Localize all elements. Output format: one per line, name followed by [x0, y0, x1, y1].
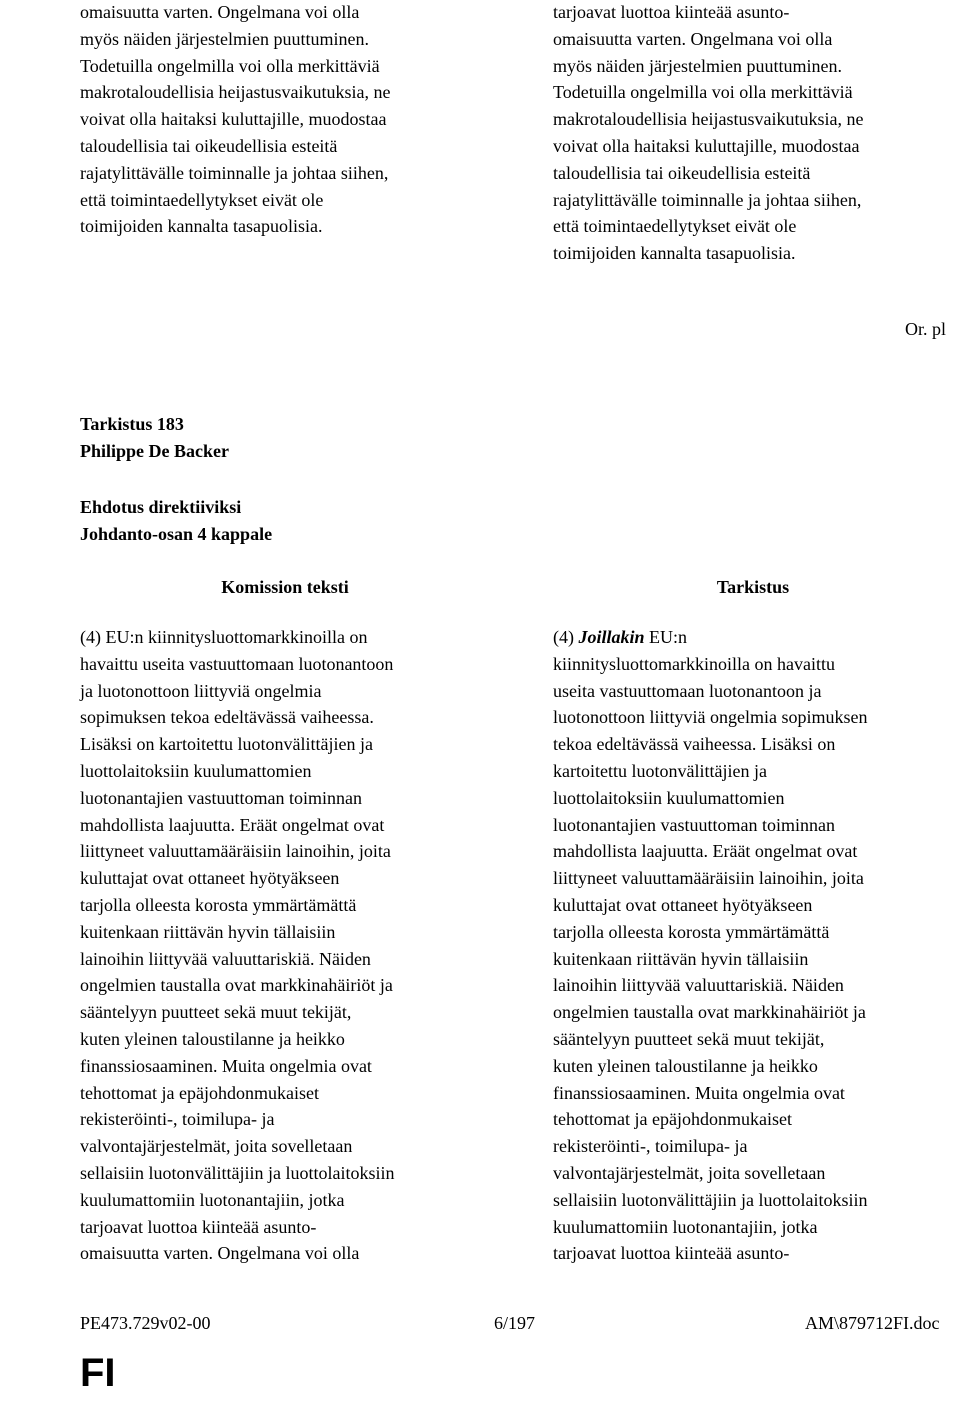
text-line: tehottomat ja epäjohdonmukaiset: [80, 1082, 319, 1103]
footer-doc-ref: PE473.729v02-00: [80, 1313, 211, 1333]
proposal-type: Ehdotus direktiiviksi: [80, 497, 242, 517]
text-line: lainoihin liittyvää valuuttariskiä. Näiden: [553, 975, 844, 996]
text-line: sääntelyyn puutteet sekä muut tekijät,: [80, 1002, 352, 1023]
text-line: sellaisiin luotonvälittäjiin ja luottolaitoksiin: [80, 1162, 395, 1183]
column-title-amendment: Tarkistus: [716, 577, 790, 597]
text-line: kuten yleinen taloustilanne ja heikko: [553, 1055, 818, 1076]
text-line: luotonantajien vastuuttoman toiminnan: [553, 814, 835, 835]
text-line: kuulumattomiin luotonantajiin, jotka: [553, 1216, 818, 1237]
top-right-text: [553, 0, 863, 267]
text-line: kuitenkaan riittävän hyvin tällaisiin: [553, 948, 809, 969]
text-line: toimijoiden kannalta tasapuolisia.: [80, 216, 323, 237]
text-line: voivat olla haitaksi kuluttajille, muodostaa: [553, 135, 860, 156]
text-line: taloudellisia tai oikeudellisia esteitä: [80, 135, 338, 156]
text-line: ja luotonottoon liittyviä ongelmia: [80, 680, 322, 701]
text-line: rajatylittävälle toiminnalle ja johtaa siihen,: [553, 189, 862, 210]
amendment-number: Tarkistus 183: [80, 414, 184, 434]
footer-language-code: FI: [80, 1351, 116, 1395]
text-line: valvontajärjestelmät, joita sovelletaan: [80, 1136, 353, 1157]
amendment-proposal: [80, 494, 272, 548]
text-line: tehottomat ja epäjohdonmukaiset: [553, 1109, 792, 1130]
text-line: tarjoavat luottoa kiinteää asunto-: [553, 2, 790, 22]
text-line: omaisuutta varten. Ongelmana voi olla: [80, 2, 360, 22]
text-line: sopimuksen tekoa edeltävässä vaiheessa.: [80, 707, 374, 728]
text-line: mahdollista laajuutta. Eräät ongelmat ovat: [553, 841, 858, 862]
text-line: kiinnitysluottomarkkinoilla on havaittu: [553, 653, 835, 674]
text-line: Lisäksi on kartoitettu luotonvälittäjien ja: [80, 734, 373, 755]
text-line: lainoihin liittyvää valuuttariskiä. Näiden: [80, 948, 371, 969]
text-line: rajatylittävälle toiminnalle ja johtaa siihen,: [80, 162, 389, 183]
text-line: sellaisiin luotonvälittäjiin ja luottolaitoksiin: [553, 1189, 868, 1210]
text-line: taloudellisia tai oikeudellisia esteitä: [553, 162, 811, 183]
text-line: kartoitettu luotonvälittäjien ja: [553, 760, 767, 781]
text-line: tarjolla olleesta korosta ymmärtämättä: [553, 921, 830, 942]
text-line: tekoa edeltävässä vaiheessa. Lisäksi on: [553, 734, 836, 755]
text-line: luotonantajien vastuuttoman toiminnan: [80, 787, 362, 808]
footer-page-number: 6/197: [494, 1313, 536, 1333]
text-line: omaisuutta varten. Ongelmana voi olla: [80, 1243, 360, 1264]
text-line: luottolaitoksiin kuulumattomien: [80, 760, 312, 781]
amendment-first-prefix: (4): [553, 627, 579, 647]
original-language-label: Or. pl: [905, 319, 947, 339]
text-line: rekisteröinti-, toimilupa- ja: [553, 1136, 748, 1157]
text-line: myös näiden järjestelmien puuttuminen.: [553, 55, 842, 76]
text-line: rekisteröinti-, toimilupa- ja: [80, 1109, 275, 1130]
footer-file-name: AM\879712FI.doc: [805, 1313, 940, 1333]
text-line: finanssiosaaminen. Muita ongelmia ovat: [80, 1055, 372, 1076]
text-line: liittyneet valuuttamääräisiin lainoihin, joita: [80, 841, 391, 862]
text-line: että toimintaedellytykset eivät ole: [553, 216, 797, 237]
text-line: mahdollista laajuutta. Eräät ongelmat ovat: [80, 814, 385, 835]
text-line: että toimintaedellytykset eivät ole: [80, 189, 324, 210]
top-left-text: [80, 0, 390, 240]
text-line: tarjoavat luottoa kiinteää asunto-: [80, 1216, 317, 1237]
amendment-author: Philippe De Backer: [80, 441, 229, 461]
text-line: omaisuutta varten. Ongelmana voi olla: [553, 28, 833, 49]
text-line: voivat olla haitaksi kuluttajille, muodostaa: [80, 109, 387, 130]
text-line: Todetuilla ongelmilla voi olla merkittäviä: [80, 55, 380, 76]
text-line: kuulumattomiin luotonantajiin, jotka: [80, 1189, 345, 1210]
text-line: myös näiden järjestelmien puuttuminen.: [80, 28, 369, 49]
text-line: kuluttajat ovat ottaneet hyötyäkseen: [553, 894, 813, 915]
amendment-text-lines: [553, 651, 867, 1267]
commission-text: [80, 624, 394, 1267]
text-line: havaittu useita vastuuttomaan luotonantoon: [80, 653, 394, 674]
text-line: luottolaitoksiin kuulumattomien: [553, 787, 785, 808]
text-line: liittyneet valuuttamääräisiin lainoihin, joita: [553, 868, 864, 889]
text-line: ongelmien taustalla ovat markkinahäiriöt ja: [553, 1002, 866, 1023]
text-line: kuluttajat ovat ottaneet hyötyäkseen: [80, 868, 340, 889]
amendment-heading: [80, 411, 229, 465]
amendment-first-line: [553, 624, 867, 651]
text-line: toimijoiden kannalta tasapuolisia.: [553, 243, 796, 264]
text-line: makrotaloudellisia heijastusvaikutuksia, ne: [80, 82, 391, 103]
text-line: luotonottoon liittyviä ongelmia sopimuksen: [553, 707, 868, 728]
amendment-text: [553, 624, 867, 1267]
text-line: finanssiosaaminen. Muita ongelmia ovat: [553, 1082, 845, 1103]
amendment-emphasis: Joillakin: [578, 627, 645, 647]
text-line: useita vastuuttomaan luotonantoon ja: [553, 680, 822, 701]
text-line: kuten yleinen taloustilanne ja heikko: [80, 1028, 345, 1049]
column-title-commission: Komission teksti: [221, 577, 349, 597]
text-line: tarjolla olleesta korosta ymmärtämättä: [80, 894, 357, 915]
text-line: valvontajärjestelmät, joita sovelletaan: [553, 1162, 826, 1183]
proposal-location: Johdanto-osan 4 kappale: [80, 524, 273, 544]
text-line: (4) EU:n kiinnitysluottomarkkinoilla on: [80, 627, 368, 647]
amendment-first-suffix: EU:n: [644, 627, 688, 647]
text-line: sääntelyyn puutteet sekä muut tekijät,: [553, 1028, 825, 1049]
text-line: ongelmien taustalla ovat markkinahäiriöt ja: [80, 975, 393, 996]
text-line: Todetuilla ongelmilla voi olla merkittäviä: [553, 82, 853, 103]
text-line: makrotaloudellisia heijastusvaikutuksia, ne: [553, 109, 864, 130]
text-line: tarjoavat luottoa kiinteää asunto-: [553, 1243, 790, 1264]
text-line: kuitenkaan riittävän hyvin tällaisiin: [80, 921, 336, 942]
